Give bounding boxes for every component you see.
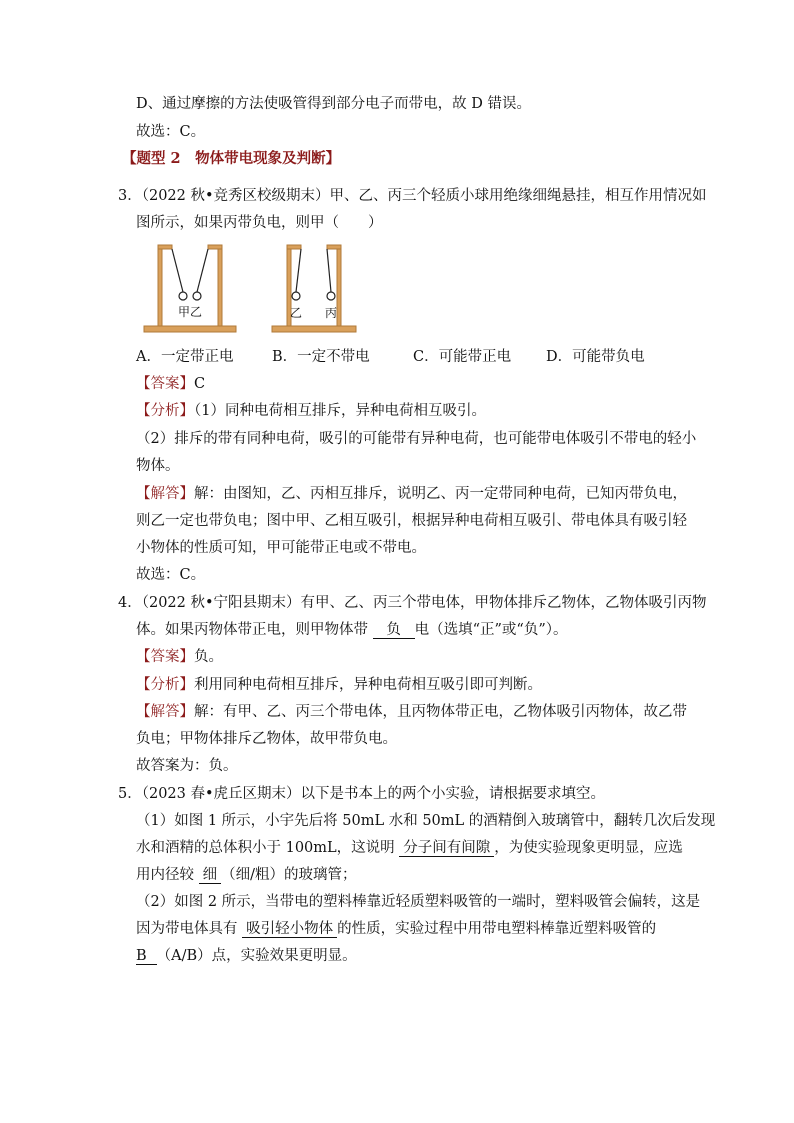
label-jia-yi: 甲乙 [177,305,203,319]
analysis-tag: 【分析】 [136,403,194,419]
prev-option-d-explanation: D、通过摩擦的方法使吸管得到部分电子而带电，故 D 错误。 [136,96,531,112]
q3-choose: 故选：C。 [136,567,206,583]
q5-number: 5． [118,786,142,802]
left-frame-arm-1 [158,245,172,249]
q4-analysis-text: 利用同种电荷相互排斥，异种电荷相互吸引即可判断。 [194,677,542,693]
left-frame-post-1 [158,245,162,326]
q4-line2-pre: 体。如果丙物体带正电，则甲物体带 [136,622,368,638]
left-frame-arm-2 [208,245,222,249]
q5-p1-line3-pre: 用内径较 [136,867,194,883]
q5-p2-line2-pre: 因为带电体具有 [136,921,238,937]
q4-final: 故答案为：负。 [136,758,238,774]
q5-part1-line2 [136,838,683,858]
answer-tag: 【答案】 [136,376,194,392]
q5-blank-1: 分子间有间隙 [399,840,494,857]
q4-line2-post: 电（选填“正”或“负”）。 [414,622,568,638]
q5-line1-text: （2023 春•虎丘区期末）以下是书本上的两个小实验，请根据要求填空。 [141,786,606,802]
right-frame-post-2 [337,245,341,326]
q4-stem-line1 [118,593,707,613]
q4-number: 4． [118,595,142,611]
q4-solution-line1 [136,702,687,722]
label-bing: 丙 [324,306,338,320]
q3-stem-line2: 图所示，如果丙带负电，则甲（ ） [136,215,383,231]
q4-solution1-text: 解：有甲、乙、丙三个带电体，且丙物体带正电，乙物体吸引丙物体，故乙带 [194,704,687,720]
q3-number: 3． [118,188,142,204]
q5-part2-line1: （2）如图 2 所示，当带电的塑料棒靠近轻质塑料吸管的一端时，塑料吸管会偏转，这是 [136,894,701,910]
q5-p2-line3-post: （A/B）点，实验效果更明显。 [156,948,357,964]
right-frame-base [272,326,356,332]
q3-line1-text: （2022 秋•竞秀区校级期末）甲、乙、丙三个轻质小球用绝缘细绳悬挂，相互作用情况如 [141,188,707,204]
solution-tag: 【解答】 [136,704,194,720]
solution-tag: 【解答】 [136,486,194,502]
q3-analysis1-text: （1）同种电荷相互排斥，异种电荷相互吸引。 [194,403,486,419]
q3-option-d: D．可能带负电 [546,349,645,365]
q4-solution-line2: 负电；甲物体排斥乙物体，故甲带负电。 [136,731,397,747]
prev-choose: 故选：C。 [136,124,206,140]
q3-option-b: B．一定不带电 [272,349,370,365]
left-frame-base [144,326,236,332]
q5-p1-line3-post: （细/粗）的玻璃管； [221,867,357,883]
ball-bing [327,292,335,300]
q3-answer [136,374,205,394]
q4-analysis [136,675,542,695]
q3-stem-line1 [118,186,707,206]
q3-option-c: C．可能带正电 [413,349,512,365]
q4-answer [136,647,223,667]
ball-yi-left [193,292,201,300]
q3-figure-suspended-balls [140,240,360,340]
right-frame-arm-2 [327,245,341,249]
right-frame-arm-1 [287,245,301,249]
string-bing [327,249,331,292]
q3-solution-line3: 小物体的性质可知，甲可能带正电或不带电。 [136,540,426,556]
q4-stem-line2 [136,620,568,640]
q4-answer-value: 负。 [194,649,223,665]
string-yi-right [296,249,301,292]
q5-part1-line1: （1）如图 1 所示，小宇先后将 50mL 水和 50mL 的酒精倒入玻璃管中，翻转几次后发现 [136,813,716,829]
section-heading: 【题型 2 物体带电现象及判断】 [122,150,341,167]
q3-solution-line1 [136,484,687,504]
q5-stem-line1 [118,784,605,804]
q4-line1-text: （2022 秋•宁阳县期末）有甲、乙、丙三个带电体，甲物体排斥乙物体，乙物体吸引丙物 [141,595,707,611]
q5-p1-line2-post: ，为使实验现象更明显，应选 [494,840,683,856]
ball-jia [179,292,187,300]
q5-part2-line2 [136,919,656,939]
q3-solution1-text: 解：由图知，乙、丙相互排斥，说明乙、丙一定带同种电荷，已知丙带负电， [194,486,687,502]
q5-blank-4: B [136,948,157,965]
left-frame-post-2 [218,245,222,326]
q3-analysis-line3: 物体。 [136,458,180,474]
string-yi-left [197,249,208,292]
answer-tag: 【答案】 [136,649,194,665]
q3-option-a: A．一定带正电 [136,349,234,365]
q3-analysis-line2: （2）排斥的带有同种电荷，吸引的可能带有异种电荷，也可能带电体吸引不带电的轻小 [136,431,697,447]
q5-blank-2: 细 [199,867,222,884]
analysis-tag: 【分析】 [136,677,194,693]
string-jia [172,249,183,292]
q3-analysis-line1 [136,401,486,421]
ball-yi-right [292,292,300,300]
q5-part2-line3 [136,946,357,966]
q4-blank-answer: 负 [373,622,415,639]
q5-part1-line3 [136,865,357,885]
q5-p1-line2-pre: 水和酒精的总体积小于 100mL，这说明 [136,840,395,856]
q3-solution-line2: 则乙一定也带负电；图中甲、乙相互吸引，根据异种电荷相互吸引、带电体具有吸引轻 [136,513,687,529]
label-yi: 乙 [289,306,303,320]
q5-blank-3: 吸引轻小物体 [242,921,337,938]
q5-p2-line2-post: 的性质，实验过程中用带电塑料棒靠近塑料吸管的 [337,921,657,937]
q3-answer-value: C [194,376,206,392]
